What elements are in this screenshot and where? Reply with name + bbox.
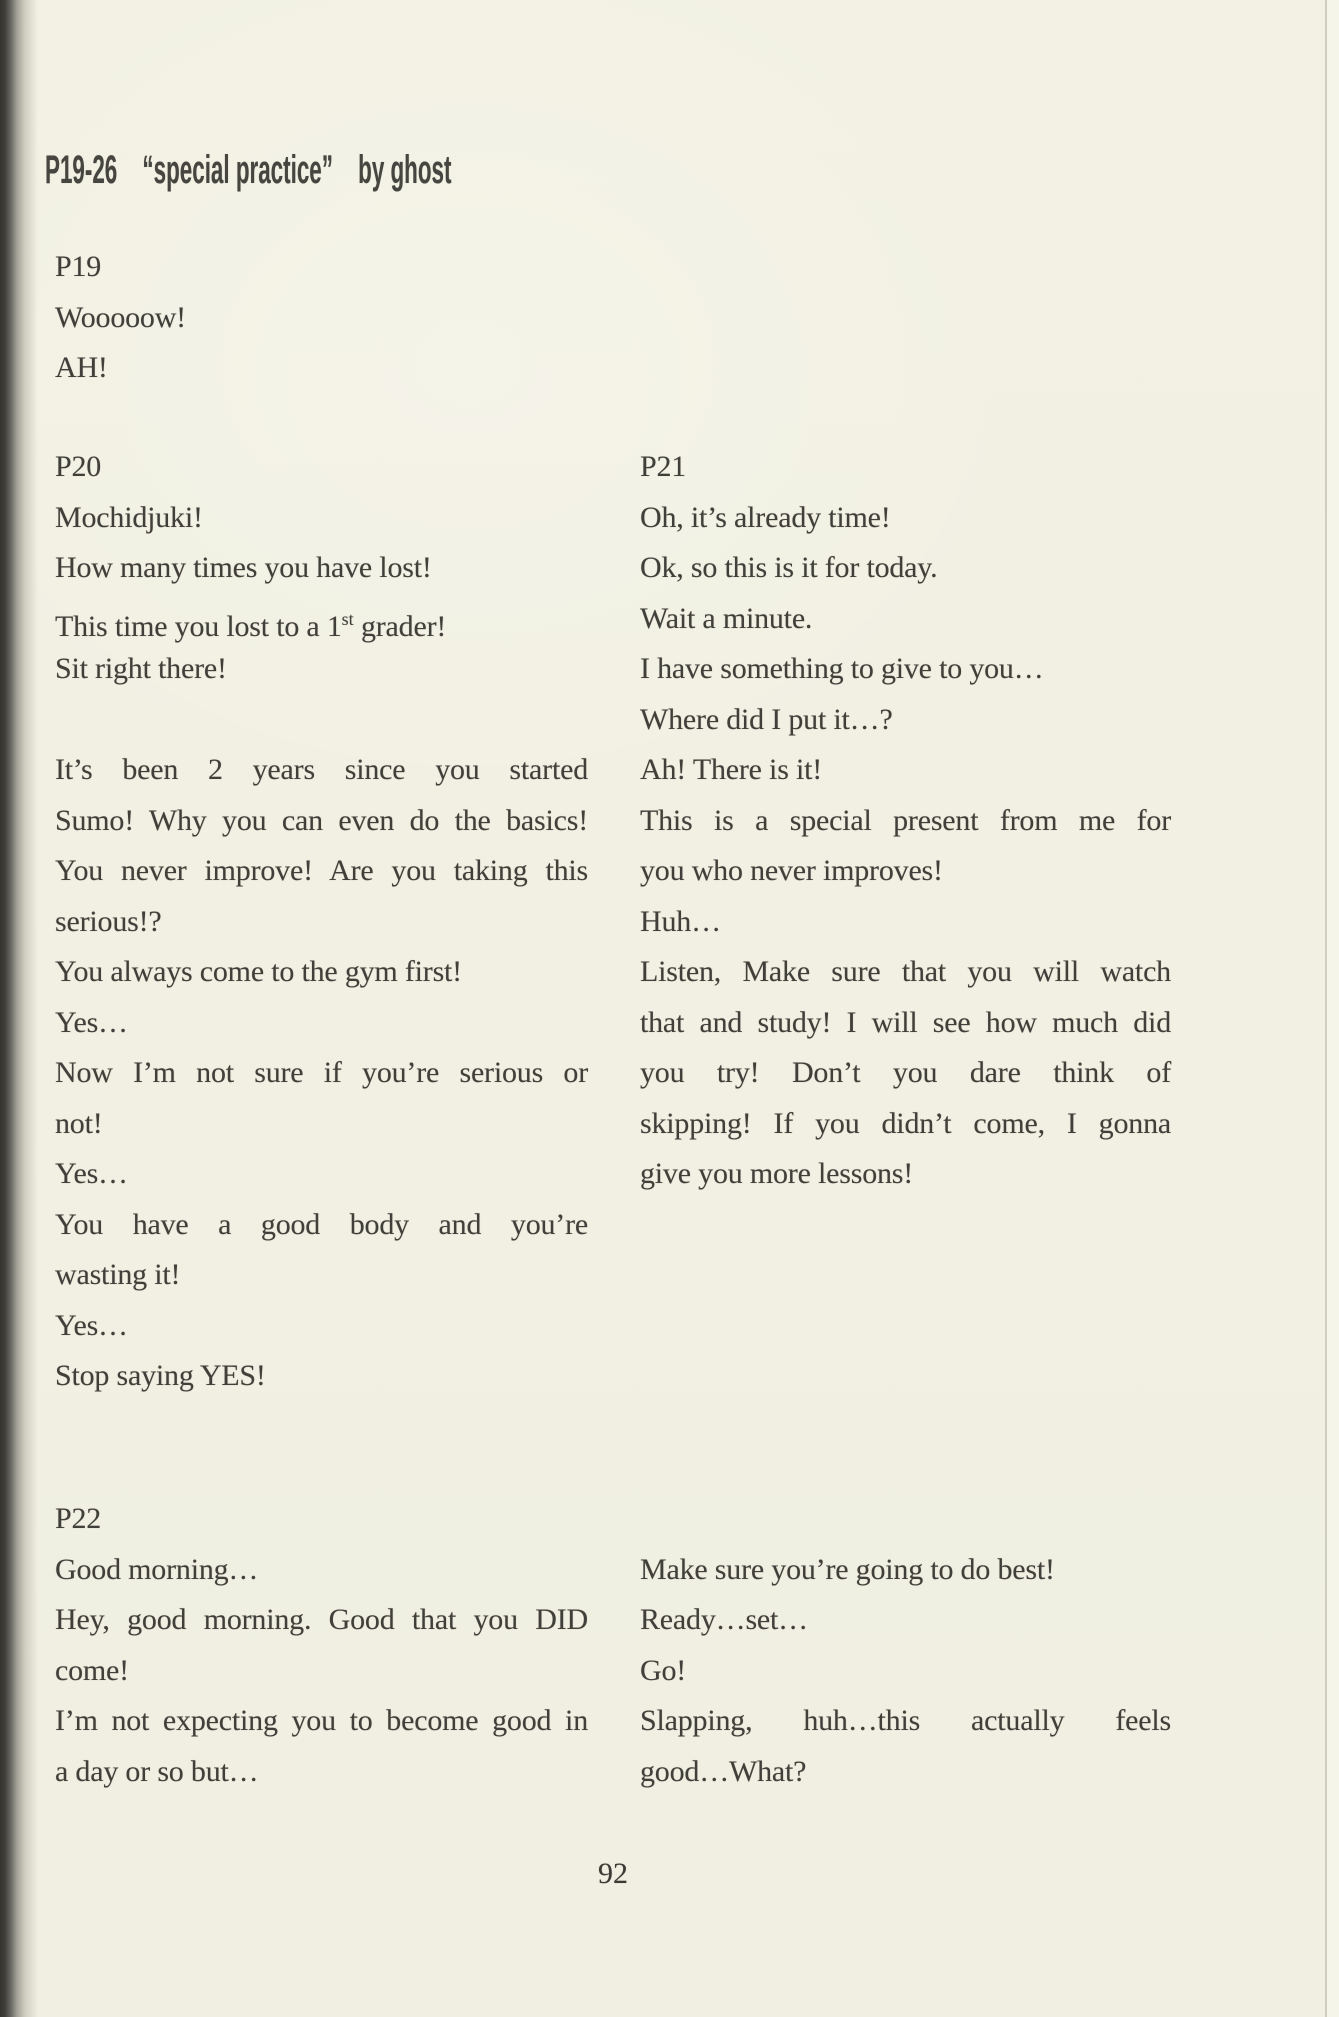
dialogue-line: you who never improves! [640,854,943,887]
dialogue-line: I’m not expecting you to become good in [55,1704,588,1737]
header-page-range: P19-26 [45,148,118,192]
dialogue-line: How many times you have lost! [55,551,432,584]
dialogue-line: Now I’m not sure if you’re serious or [55,1056,588,1089]
section-label: P21 [640,450,687,483]
dialogue-line: Listen, Make sure that you will watch [640,955,1171,988]
dialogue-line: skipping! If you didn’t come, I gonna [640,1106,1171,1140]
dialogue-line: Good morning… [55,1552,259,1586]
dialogue-line: Ready…set… [640,1603,808,1636]
header-byline: by ghost [358,148,452,192]
grader-ordinal: st [341,608,354,629]
dialogue-line: you try! Don’t you dare think of [640,1056,1171,1089]
page-number: 92 [598,1857,628,1890]
section-p22-right [640,1545,1171,1798]
dialogue-line: Yes… [55,1005,128,1039]
dialogue-line: This is a special present from me for [640,803,1171,837]
dialogue-line: Mochidjuki! [55,500,203,534]
page-header [45,150,451,190]
dialogue-line: Where did I put it…? [640,702,893,736]
dialogue-line: Yes… [55,1308,128,1342]
grader-pre: This time you lost to a 1 [55,609,342,643]
dialogue-line: good…What? [640,1754,807,1788]
section-p22-left [55,1494,588,1797]
section-p20 [55,442,588,1402]
dialogue-line: Make sure you’re going to do best! [640,1552,1055,1586]
dialogue-line: Yes… [55,1157,128,1190]
section-label: P22 [55,1502,102,1535]
book-spine-shadow [0,0,40,2017]
dialogue-line: Hey, good morning. Good that you DID [55,1603,588,1636]
page-edge-area [1327,0,1339,2017]
dialogue-line: You never improve! Are you taking this [55,854,588,887]
dialogue-line: come! [55,1653,129,1687]
dialogue-line: Sumo! Why you can even do the basics! [55,803,588,837]
dialogue-line: Stop saying YES! [55,1359,266,1392]
dialogue-line: Wait a minute. [640,601,813,635]
dialogue-line: Sit right there! [55,652,227,685]
section-p19 [55,242,588,394]
dialogue-line: serious!? [55,904,162,938]
section-label: P20 [55,450,102,483]
dialogue-line: AH! [55,351,108,384]
dialogue-line: You always come to the gym first! [55,955,462,988]
dialogue-line: Slapping, huh…this actually feels [640,1704,1171,1737]
section-p21 [640,442,1171,1200]
blank-line [55,695,588,746]
page-edge-line [1325,0,1327,2017]
dialogue-line: wasting it! [55,1258,181,1291]
dialogue-line: give you more lessons! [640,1157,914,1190]
dialogue-line: It’s been 2 years since you started [55,753,588,786]
dialogue-line: Ah! There is it! [640,753,823,786]
dialogue-line: that and study! I will see how much did [640,1005,1171,1039]
dialogue-line: Ok, so this is it for today. [640,551,938,584]
dialogue-line: Wooooow! [55,300,186,334]
dialogue-line: not! [55,1106,103,1140]
dialogue-line: Oh, it’s already time! [640,500,891,534]
dialogue-line: I have something to give to you… [640,652,1044,685]
header-title: “special practice” [142,148,333,192]
dialogue-line: Huh… [640,904,721,938]
dialogue-line: You have a good body and you’re [55,1207,588,1241]
section-label: P19 [55,250,102,283]
dialogue-line: Go! [640,1653,687,1687]
grader-post: grader! [353,609,447,643]
dialogue-line-grader [55,594,588,645]
dialogue-line: a day or so but… [55,1754,259,1788]
